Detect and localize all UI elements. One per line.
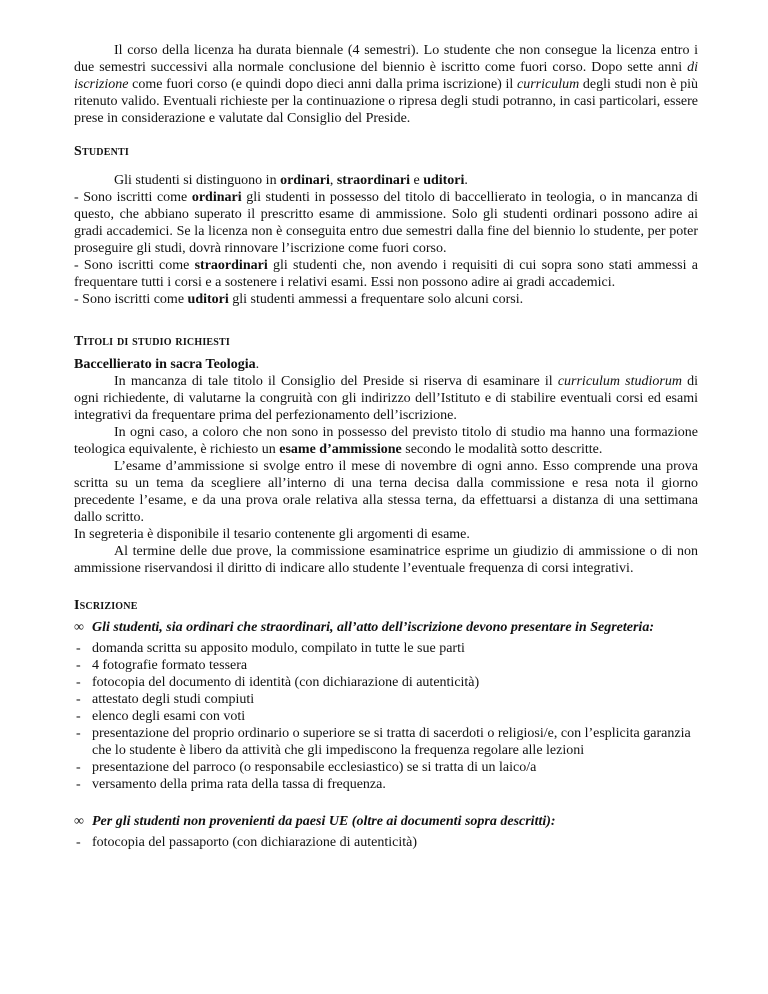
dash-bullet: - [76,777,81,792]
titoli-paragraph-2 [74,424,698,458]
titoli-paragraph-5: Al termine delle due prove, la commissione esaminatrice esprime un giudizio di ammissione o di non ammissione riservandosi il diritto di indicare allo studente l’eventuale frequenza di corsi integrativi. [74,544,698,576]
dash-bullet: - [76,709,81,724]
dash-bullet: - [76,675,81,690]
italic-run: curriculum [517,77,580,92]
document-page [74,42,698,851]
italic-run: curriculum studiorum [557,374,682,389]
titoli-paragraph-4: In segreteria è disponibile il tesario contenente gli argomenti di esame. [74,527,470,542]
list-item [74,759,698,776]
requirements-group-heading [74,619,698,636]
studenti-ordinari [74,189,698,257]
bold-run: straordinari [336,173,410,188]
dash-bullet: - [76,835,81,850]
requirements-list [74,640,698,793]
bold-run: ordinari [280,173,330,188]
dash-bullet: - [76,641,81,656]
infinity-bullet-icon: ∞ [74,814,84,829]
text-run: . [464,173,468,188]
list-item-text: domanda scritta su apposito modulo, compilato in tutte le sue parti [92,641,465,656]
list-item-text: versamento della prima rata della tassa di frequenza. [92,777,386,792]
list-item [74,657,698,674]
bold-run: uditori [423,173,465,188]
bold-run: ordinari [191,190,242,205]
text-run: In mancanza di tale titolo il Consiglio del Preside si riserva di esaminare il [114,374,558,389]
section-heading-iscrizione: Iscrizione [74,598,138,613]
text-run: Il corso della licenza ha durata biennale (4 semestri). Lo studente che non consegue la licenza entro i due semestri successivi alla normale conclusione del biennio è iscritto come fuori corso. Dopo sette anni [74,43,698,75]
list-item [74,708,698,725]
list-item [74,725,698,759]
studenti-straordinari [74,257,698,291]
titoli-paragraph-3: L’esame d’ammissione si svolge entro il mese di novembre di ogni anno. Esso comprende una prova scritta su un tema da scegliere all’interno di una terna decisa dalla commissione e resa nota il giorno precedente l’esame, e da una prova orale relativa alla stessa terna, da effettuarsi a distanza di una settimana dallo scritto. [74,459,698,525]
list-item [74,674,698,691]
section-heading-titoli: Titoli di studio richiesti [74,334,231,349]
list-item-text: presentazione del proprio ordinario o superiore se si tratta di sacerdoti o religiosi/e, con l’esplicita garanzia che lo studente è libero da attività che gli impediscono la frequenza regolare alle lezioni [92,726,691,758]
studenti-uditori [74,291,698,308]
dash-bullet: - [76,760,81,775]
text-run: come fuori corso (e quindi dopo dieci anni dalla prima iscrizione) il [128,77,517,92]
bold-run: esame d’ammissione [279,442,402,457]
text-run: di ogni richiedente, di valutarne la congruità con gli indirizzo dell’Istituto e di stabilire eventuali corsi ed esami integrativi da frequentare prima del perfezionamento dell’iscrizione. [74,374,699,423]
list-item [74,691,698,708]
dash-bullet: - [76,726,81,741]
text-run: gli studenti che, non avendo i requisiti di cui sopra sono stati ammessi a frequentare tutti i corsi e a sostenere i relativi esami. Essi non possono adire ai gradi accademici. [74,258,698,290]
text-run: e [409,173,424,188]
list-item [74,776,698,793]
subheading-text: Baccellierato in sacra Teologia [74,357,256,372]
non-eu-group-heading [74,813,698,830]
list-item-text: fotocopia del passaporto (con dichiarazione di autenticità) [92,835,417,850]
infinity-bullet-icon: ∞ [74,620,84,635]
text-run: degli studi non è più ritenuto valido. Eventuali richieste per la continuazione o ripresa degli studi potranno, in casi particolari, essere prese in considerazione e valutate dal Consiglio del Preside. [74,77,699,126]
text-run: Gli studenti si distinguono in [114,173,281,188]
dash-bullet: - [76,658,81,673]
list-item-text: 4 fotografie formato tessera [92,658,248,673]
list-item [74,640,698,657]
text-run: gli studenti in possesso del titolo di baccellierato in teologia, o in mancanza di questo, che abbiano superato il prescritto esame di ammissione. Solo gli studenti ordinari possono adire ai gradi accademici. Se la licenza non è conseguita entro due semestri dalla fine del biennio lo studente, per poter proseguire gli studi, dovrà rinnovare l’iscrizione come fuori corso. [74,190,698,256]
list-item-text: attestato degli studi compiuti [92,692,255,707]
section-heading-studenti: Studenti [74,144,129,159]
text-run: . [255,357,260,372]
text-run: - Sono iscritti come [74,258,195,273]
text-run: secondo le modalità sotto descritte. [401,442,603,457]
titoli-paragraph-1 [74,373,698,424]
bold-run: uditori [187,292,229,307]
text-run: gli studenti ammessi a frequentare solo alcuni corsi. [228,292,524,307]
group-title: Per gli studenti non provenienti da paesi UE (oltre ai documenti sopra descritti): [92,814,556,829]
text-run: - Sono iscritti come [74,292,188,307]
bold-run: straordinari [194,258,268,273]
studenti-intro [74,172,698,189]
list-item [74,834,698,851]
subheading-baccellierato [74,356,698,373]
list-item-text: elenco degli esami con voti [92,709,246,724]
text-run: - Sono iscritti come [74,190,192,205]
dash-bullet: - [76,692,81,707]
group-title: Gli studenti, sia ordinari che straordinari, all’atto dell’iscrizione devono presentare in Segreteria: [92,620,654,635]
list-item-text: presentazione del parroco (o responsabile ecclesiastico) se si tratta di un laico/a [92,760,537,775]
italic-run: di iscrizione [74,60,698,92]
text-run: In ogni caso, a coloro che non sono in possesso del previsto titolo di studio ma hanno una formazione teologica equivalente, è richiesto un [74,425,698,457]
non-eu-requirements-list [74,834,698,851]
list-item-text: fotocopia del documento di identità (con dichiarazione di autenticità) [92,675,480,690]
text-run: , [329,173,337,188]
intro-paragraph [74,42,698,127]
